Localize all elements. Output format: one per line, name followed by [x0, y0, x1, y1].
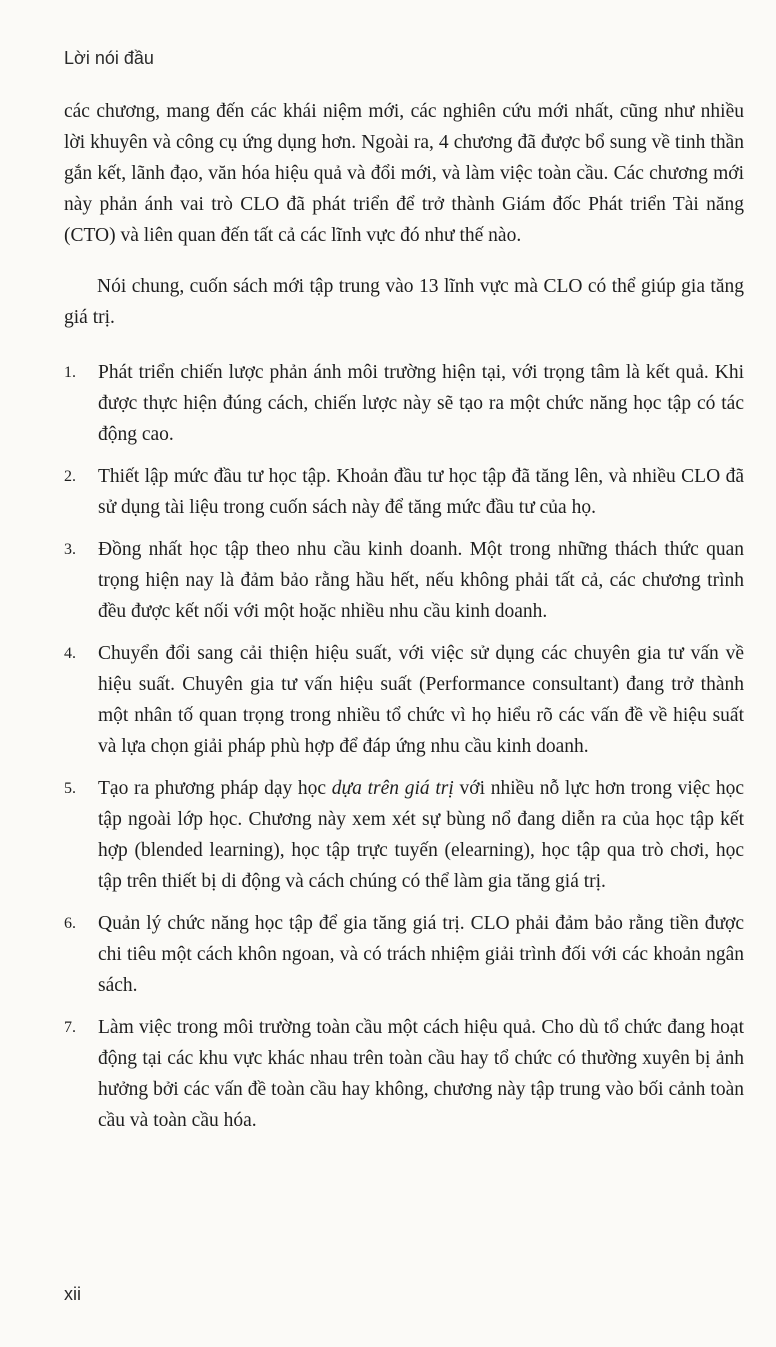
list-item	[64, 1012, 744, 1136]
summary-paragraph: Nói chung, cuốn sách mới tập trung vào 13 lĩnh vực mà CLO có thể giúp gia tăng giá trị.	[64, 276, 744, 328]
list-item-text	[98, 773, 744, 897]
list-item-text: Phát triển chiến lược phản ánh môi trường hiện tại, với trọng tâm là kết quả. Khi được thực hiện đúng cách, chiến lược này sẽ tạo ra một chức năng học tập có tác động cao.	[98, 362, 744, 445]
list-item-text: Quản lý chức năng học tập để gia tăng giá trị. CLO phải đảm bảo rằng tiền được chi tiêu một cách khôn ngoan, và có trách nhiệm giải trình đối với các khoản ngân sách.	[98, 913, 744, 996]
list-item	[64, 534, 744, 627]
page-number: xii	[64, 1284, 81, 1304]
intro-paragraph: các chương, mang đến các khái niệm mới, các nghiên cứu mới nhất, cũng như nhiều lời khuyên và công cụ ứng dụng hơn. Ngoài ra, 4 chương đã được bổ sung về tinh thần gắn kết, lãnh đạo, văn hóa hiệu quả và đổi mới, và làm việc toàn cầu. Các chương mới này phản ánh vai trò CLO đã phát triển để trở thành Giám đốc Phát triển Tài năng (CTO) và liên quan đến tất cả các lĩnh vực đó như thế nào.	[64, 101, 744, 246]
list-item-number: 2.	[64, 468, 76, 485]
list-item-text-end: với nhiều nỗ lực hơn trong việc học tập ngoài lớp học. Chương này xem xét sự bùng nổ đang diễn ra của học tập kết hợp (blended learning), học tập trực tuyến (elearning), học tập qua trò chơi, học tập trên thiết bị di động và cách chúng có thể làm gia tăng giá trị.	[98, 778, 745, 892]
list-item-number: 3.	[64, 541, 76, 558]
list-item	[64, 638, 744, 762]
list-item-number: 6.	[64, 915, 76, 932]
list-item	[64, 461, 744, 523]
list-item-text: Làm việc trong môi trường toàn cầu một cách hiệu quả. Cho dù tổ chức đang hoạt động tại các khu vực khác nhau trên toàn cầu hay tổ chức có thường xuyên bị ảnh hưởng bởi các vấn đề toàn cầu hay không, chương này tập trung vào bối cảnh toàn cầu và toàn cầu hóa.	[98, 1017, 744, 1131]
list-item-text-start: Tạo ra phương pháp dạy học	[98, 778, 332, 799]
list-item-number: 5.	[64, 780, 76, 797]
list-item-text: Chuyển đổi sang cải thiện hiệu suất, với việc sử dụng các chuyên gia tư vấn về hiệu suất. Chuyên gia tư vấn hiệu suất (Performance consultant) đang trở thành một nhân tố quan trọng trong nhiều tổ chức vì họ hiểu rõ các vấn đề về hiệu suất và lựa chọn giải pháp phù hợp để đáp ứng nhu cầu kinh doanh.	[98, 643, 744, 757]
list-item-text: Đồng nhất học tập theo nhu cầu kinh doanh. Một trong những thách thức quan trọng hiện nay là đảm bảo rằng hầu hết, nếu không phải tất cả, các chương trình đều được kết nối với một hoặc nhiều nhu cầu kinh doanh.	[98, 539, 744, 622]
italic-phrase: dựa trên giá trị	[331, 778, 454, 799]
list-item-number: 1.	[64, 364, 76, 381]
running-header: Lời nói đầu	[64, 48, 154, 68]
list-item-number: 4.	[64, 645, 76, 662]
body-text	[64, 96, 744, 1147]
list-item	[64, 773, 744, 897]
list-item-text: Thiết lập mức đầu tư học tập. Khoản đầu tư học tập đã tăng lên, và nhiều CLO đã sử dụng tài liệu trong cuốn sách này để tăng mức đầu tư của họ.	[98, 466, 744, 518]
list-item	[64, 357, 744, 450]
numbered-list	[64, 357, 744, 1136]
list-item	[64, 908, 744, 1001]
list-item-number: 7.	[64, 1019, 76, 1036]
